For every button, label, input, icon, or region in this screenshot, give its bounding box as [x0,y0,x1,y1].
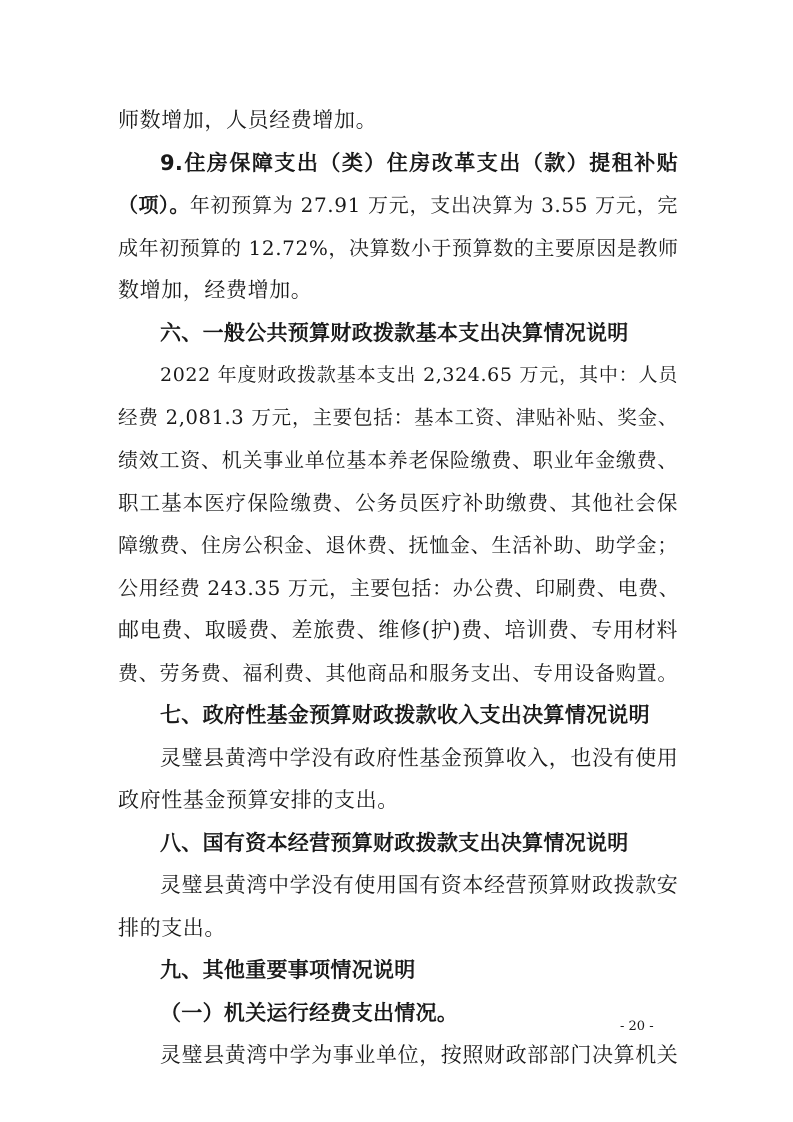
text-line: 数增加，经费增加。 [118,278,313,302]
text-line: 经费 2,081.3 万元，主要包括：基本工资、津贴补贴、奖金、 [118,405,678,429]
text-line: 障缴费、住房公积金、退休费、抚恤金、生活补助、助学金； [118,533,678,557]
section-heading: 九、其他重要事项情况说明 [160,958,416,982]
text-line: 灵璧县黄湾中学没有使用国有资本经营预算财政拨款安 [160,873,679,897]
text-line: 灵璧县黄湾中学为事业单位，按照财政部部门决算机关 [160,1043,679,1067]
section-heading: 八、国有资本经营预算财政拨款支出决算情况说明 [160,830,629,855]
text-line: 灵璧县黄湾中学没有政府性基金预算收入，也没有使用 [160,745,679,770]
text-line: 绩效工资、机关事业单位基本养老保险缴费、职业年金缴费、 [118,448,678,472]
subheading-tail: （项）。 [118,193,190,217]
text-line: 邮电费、取暖费、差旅费、维修(护)费、培训费、专用材料 [118,618,678,642]
text-line: 费、劳务费、福利费、其他商品和服务支出、专用设备购置。 [118,660,678,685]
text-line-body: 年初预算为 27.91 万元，支出决算为 3.55 万元，完 [189,193,678,217]
text-line: 2022 年度财政拨款基本支出 2,324.65 万元，其中：人员 [160,364,678,386]
subheading-line: 9.住房保障支出（类）住房改革支出（款）提租补贴 [160,150,678,175]
text-line: 师数增加，人员经费增加。 [118,108,378,132]
text-line: 公用经费 243.35 万元，主要包括：办公费、印刷费、电费、 [118,575,680,600]
text-line: 职工基本医疗保险缴费、公务员医疗补助缴费、其他社会保 [118,490,678,515]
text-line: 成年初预算的 12.72%，决算数小于预算数的主要原因是教师 [118,235,679,260]
text-line: 排的支出。 [118,915,226,940]
page-number: - 20 - [620,1019,654,1034]
section-heading: 七、政府性基金预算财政拨款收入支出决算情况说明 [160,703,650,727]
text-line [118,190,678,220]
section-heading: 六、一般公共预算财政拨款基本支出决算情况说明 [160,320,629,345]
subsection-heading: （一）机关运行经费支出情况。 [160,1000,459,1025]
text-line: 政府性基金预算安排的支出。 [118,788,399,812]
